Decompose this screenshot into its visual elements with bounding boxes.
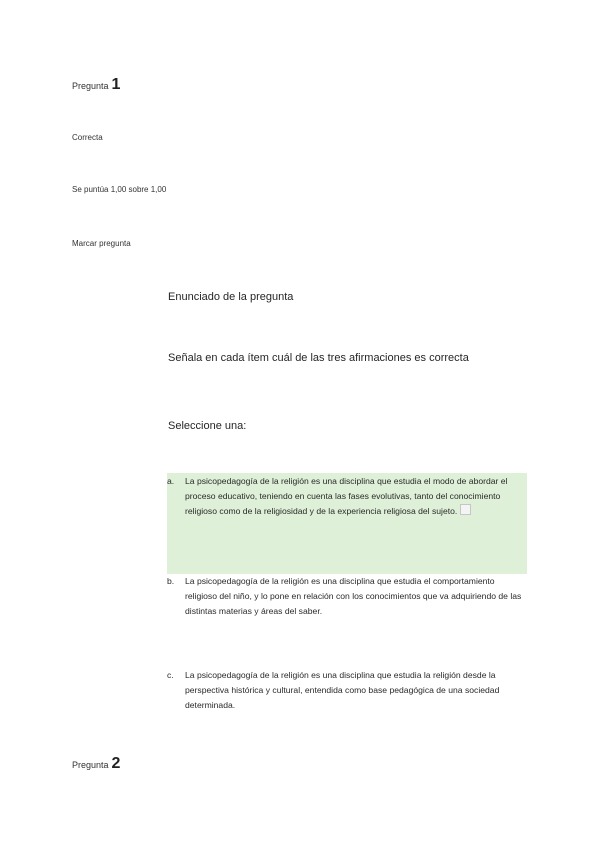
option-letter: b.: [167, 576, 175, 586]
option-text: La psicopedagogía de la religión es una disciplina que estudia el modo de abordar el proceso educativo, teniendo en cuenta las fases evolutivas, tanto del conocimiento religioso como de la religiosidad y de la experiencia religiosa del sujeto.: [185, 476, 508, 516]
question-number: 2: [111, 755, 121, 772]
flag-question-link[interactable]: Marcar pregunta: [72, 239, 131, 248]
question-label: Pregunta: [72, 81, 109, 91]
option-text: La psicopedagogía de la religión es una disciplina que estudia el comportamiento religioso del niño, y lo pone en relación con los conocimientos que va adquiriendo de las distintas materias y áreas del saber.: [185, 576, 522, 616]
option-text: La psicopedagogía de la religión es una disciplina que estudia la religión desde la perspectiva histórica y cultural, entendida como base pedagógica de una sociedad determinada.: [185, 670, 500, 710]
checkbox-icon: [460, 504, 471, 515]
question-label: Pregunta: [72, 760, 109, 770]
answer-option-a[interactable]: [167, 473, 527, 574]
option-letter: c.: [167, 670, 174, 680]
question-prompt: Señala en cada ítem cuál de las tres afirmaciones es correcta: [168, 352, 469, 364]
question-number: 1: [111, 76, 121, 93]
statement-heading: Enunciado de la pregunta: [168, 291, 294, 303]
question-score: Se puntúa 1,00 sobre 1,00: [72, 185, 167, 194]
question-1-heading: [72, 76, 120, 94]
answer-option-b[interactable]: [167, 574, 527, 619]
answer-option-c[interactable]: [167, 668, 527, 713]
question-2-heading: [72, 755, 120, 773]
question-status: Correcta: [72, 133, 103, 142]
option-letter: a.: [167, 476, 175, 486]
select-label: Seleccione una:: [168, 420, 247, 432]
